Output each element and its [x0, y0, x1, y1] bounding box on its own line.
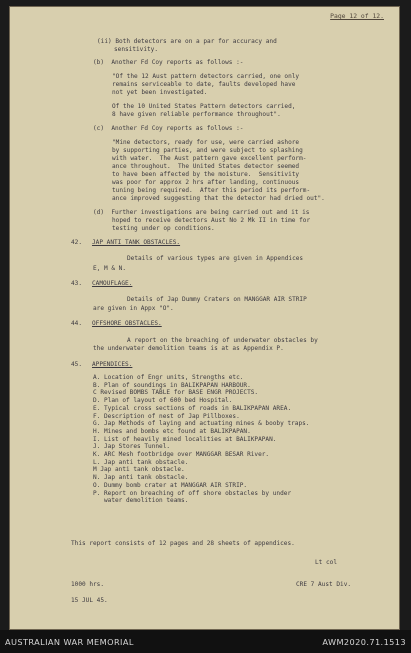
time-stamp: 1000 hrs. [71, 581, 105, 588]
body-line: A report on the breaching of underwater obstacles by [127, 337, 318, 344]
document-body [9, 6, 400, 630]
appendix-item: D. Plan of layout of 600 bed Hospital. [93, 397, 233, 405]
closing-statement: This report consists of 12 pages and 28 sheets of appendices. [71, 540, 295, 547]
body-line: testing under op conditions. [112, 225, 215, 232]
body-line: (b) Another Fd Coy reports as follows :- [93, 59, 244, 66]
body-line: "Of the 12 Aust pattern detectors carried, one only [112, 73, 300, 80]
body-line: 43. [71, 280, 83, 287]
body-line: (d) Further investigations are being carried out and it is [93, 209, 310, 216]
body-line: 8 have given reliable performance throughout". [112, 111, 281, 118]
appendix-item: C Revised BOMBS TABLE for BASE ENGR PROJECTS. [93, 389, 259, 397]
appendix-item: B. Plan of soundings in BALIKPAPAN HARBOUR. [93, 381, 251, 389]
body-line: tuning being required. After this period its perform- [112, 187, 311, 194]
section-heading: OFFSHORE OBSTACLES. [92, 320, 162, 327]
body-line: 44. [71, 320, 83, 327]
date-stamp: 15 JUL 45. [71, 597, 108, 604]
section-heading: CAMOUFLAGE. [92, 280, 133, 287]
body-line: Details of Jap Dummy Craters on MANGGAR AIR STRIP [127, 296, 307, 303]
body-line: by supporting parties, and were subject to splashing [112, 147, 303, 154]
appendix-item: H. Mines and bombs etc found at BALIKPAPAN. [93, 427, 251, 435]
body-line: Of the 10 United States Pattern detectors carried, [112, 103, 296, 110]
appendix-item: G. Jap Methods of laying and actuating mines & booby traps. [93, 420, 310, 428]
body-line: 42. [71, 239, 83, 246]
body-line: the underwater demolition teams is at as Appendix P. [93, 345, 284, 352]
section-heading: JAP ANTI TANK OBSTACLES. [92, 239, 181, 246]
body-line: (ii) Both detectors are on a par for accuracy and [97, 38, 277, 45]
signature-rank: Lt col [315, 559, 338, 566]
appendix-item: N. Jap anti tank obstacle. [93, 474, 189, 482]
appendix-item: water demolition teams. [93, 497, 189, 505]
body-line: was poor for approx 2 hrs after landing, continuous [112, 179, 300, 186]
body-line: hoped to receive detectors Aust No 2 Mk II in time for [112, 217, 311, 224]
appendix-item: J. Jap Stores Tunnel. [93, 443, 171, 451]
appendix-item: M Jap anti tank obstacle. [93, 466, 185, 474]
body-line: ance throughout. The United States detector seemed [112, 163, 300, 170]
document-page [9, 6, 400, 630]
body-line: to have been affected by the moisture. Sensitivity [112, 171, 300, 178]
body-line: not yet been investigated. [112, 89, 208, 96]
body-line: remains serviceable to date, faults developed have [112, 81, 296, 88]
appendix-item: P. Report on breaching of off shore obstacles by under [93, 489, 292, 497]
footer-institution: AUSTRALIAN WAR MEMORIAL [5, 637, 134, 647]
appendix-item: A. Location of Engr units, Strengths etc. [93, 374, 244, 381]
body-line: Details of various types are given in Appendices [127, 255, 304, 262]
section-heading: APPENDICES. [92, 361, 133, 368]
appendix-item: K. ARC Mesh footbridge over MANGGAR BESAR River. [93, 451, 270, 458]
body-line: "Mine detectors, ready for use, were carried ashore [112, 139, 300, 146]
body-line: E, M & N. [93, 265, 127, 272]
body-line: 45. [71, 361, 83, 368]
appendix-item: O. Dummy bomb crater at MANGGAR AIR STRIP. [93, 481, 248, 489]
appendix-item: F. Description of nest of Jap Pillboxes. [93, 412, 240, 420]
body-line: are given in Appx "O". [93, 305, 174, 312]
footer-reference: AWM2020.71.1513 [322, 637, 406, 647]
body-line: with water. The Aust pattern gave excellent perform- [112, 155, 307, 162]
appendix-item: I. List of heavily mined localities at BALIKPAPAN. [93, 435, 277, 443]
signature-title: CRE 7 Aust Div. [296, 581, 352, 588]
page-number: Page 12 of 12. [330, 12, 384, 20]
appendix-item: E. Typical cross sections of roads in BALIKPAPAN AREA. [93, 404, 292, 412]
body-line: (c) Another Fd Coy reports as follows :- [93, 125, 244, 132]
archive-footer [0, 630, 411, 653]
appendix-item: L. Jap anti tank obstacle. [93, 458, 189, 466]
body-line: ance improved suggesting that the detector had dried out". [112, 195, 325, 202]
body-line: sensitivity. [114, 46, 159, 53]
